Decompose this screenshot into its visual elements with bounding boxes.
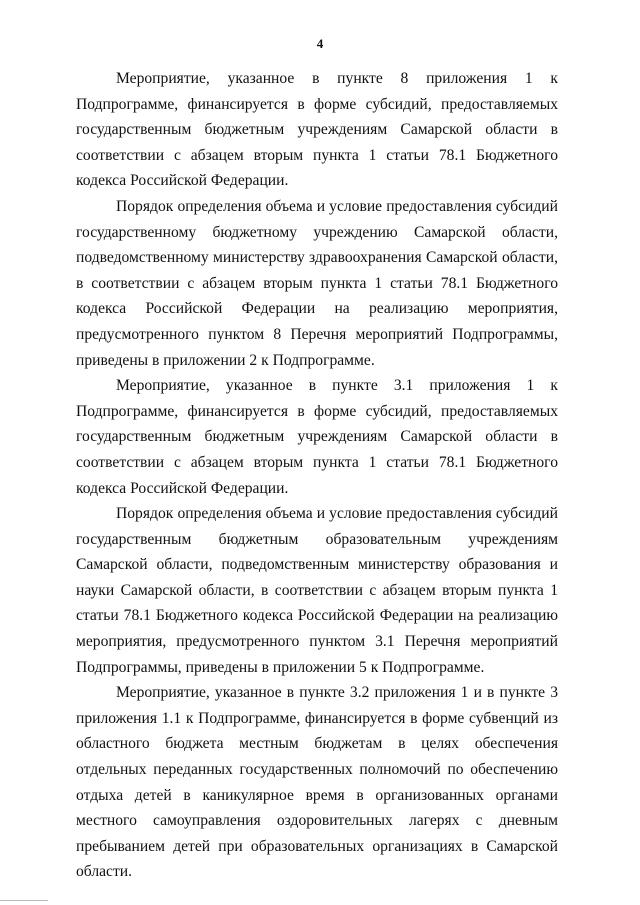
paragraph: Мероприятие, указанное в пункте 8 приложения 1 к Подпрограмме, финансируется в форме субсидий, предоставляемых государственным бюджетным учреждениям Самарской области в соответствии с абзацем вторым пункта 1 статьи 78.1 Бюджетного кодекса Российской Федерации. (76, 70, 558, 190)
document-body (76, 66, 558, 885)
paragraph: Порядок определения объема и условие предоставления субсидий государственным бюджетным образовательным учреждениям Самарской области, подведомственным министерству образования и науки Самарской области, в соответствии с абзацем вторым пункта 1 статьи 78.1 Бюджетного кодекса Российской Федерации на реализацию мероприятия, предусмотренного пунктом 3.1 Перечня мероприятий Подпрограммы, приведены в приложении 5 к Подпрограмме. (76, 505, 558, 676)
scan-artifact-line (0, 900, 48, 901)
paragraph: Мероприятие, указанное в пункте 3.1 приложения 1 к Подпрограмме, финансируется в форме субсидий, предоставляемых государственным бюджетным учреждениям Самарской области в соответствии с абзацем вторым пункта 1 статьи 78.1 Бюджетного кодекса Российской Федерации. (76, 377, 558, 497)
paragraph: Порядок определения объема и условие предоставления субсидий государственному бюджетному учреждению Самарской области, подведомственному министерству здравоохранения Самарской области, в соответствии с абзацем вторым пункта 1 статьи 78.1 Бюджетного кодекса Российской Федерации на реализацию мероприятия, предусмотренного пунктом 8 Перечня мероприятий Подпрограммы, приведены в приложении 2 к Подпрограмме. (76, 197, 558, 369)
paragraph: Мероприятие, указанное в пункте 3.2 приложения 1 и в пункте 3 приложения 1.1 к Подпрограмме, финансируется в форме субвенций из областного бюджета местным бюджетам в целях обеспечения отдельных переданных государственных полномочий по обеспечению отдыха детей в каникулярное время в организованных органами местного самоуправления оздоровительных лагерях с дневным пребыванием детей при образовательных организациях в Самарской области. (76, 684, 558, 881)
page-number: 4 (316, 36, 324, 51)
